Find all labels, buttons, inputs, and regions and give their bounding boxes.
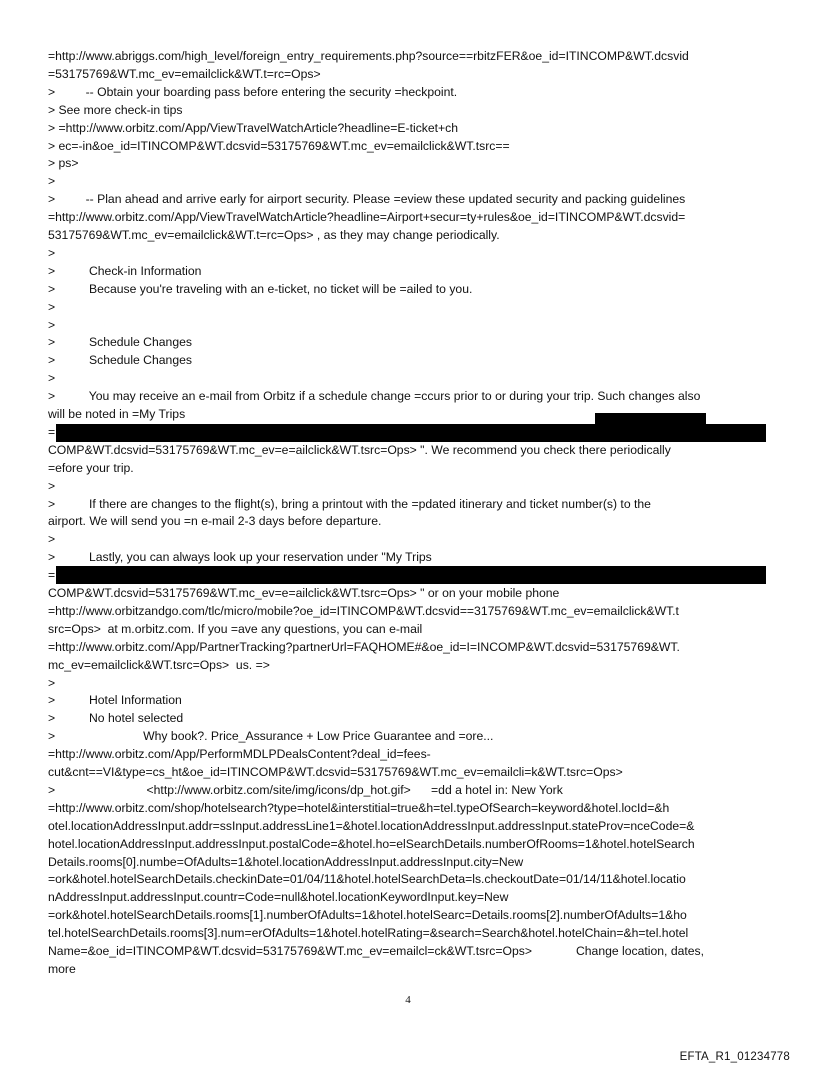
text-line: > [48,478,56,493]
text-line: mc_ev=emailclick&WT.tsrc=Ops> us. => [48,657,270,672]
text-line: > [48,371,56,386]
text-line: > ec=-in&oe_id=ITINCOMP&WT.dcsvid=53175769&WT.mc_ev=emailclick&WT.tsrc== [48,138,510,153]
text-line: =efore your trip. [48,460,134,475]
text-line: > [48,675,56,690]
text-line: =ork&hotel.hotelSearchDetails.rooms[1].numberOfAdults=1&hotel.hotelSearc=Details.rooms[2].numberOfAdults=1&ho [48,908,687,923]
text-line: 53175769&WT.mc_ev=emailclick&WT.t=rc=Ops> , as they may change periodically. [48,228,500,242]
text-line: =http://www.orbitzandgo.com/tlc/micro/mobile?oe_id=ITINCOMP&WT.dcsvid==3175769&WT.mc_ev=emailclick&WT.t [48,603,679,618]
text-line: > Schedule Changes [48,335,192,350]
text-line: =http://www.orbitz.com/App/PerformMDLPDealsContent?deal_id=fees- [48,747,431,762]
text-line: > <http://www.orbitz.com/site/img/icons/dp_hot.gif> =dd a hotel in: New York [48,782,563,797]
text-line: cut&cnt==VI&type=cs_ht&oe_id=ITINCOMP&WT.dcsvid=53175769&WT.mc_ev=emailcli=k&WT.tsrc=Ops> [48,765,623,779]
text-line: Details.rooms[0].numbe=OfAdults=1&hotel.locationAddressInput.addressInput.city=New [48,854,524,869]
text-line: = [48,424,56,439]
text-line: > Lastly, you can always look up your reservation under "My Trips [48,550,432,565]
text-line: =http://www.abriggs.com/high_level/foreign_entry_requirements.php?source==rbitzFER&oe_id=ITINCOMP&WT.dcsvid [48,49,689,63]
text-line: > If there are changes to the flight(s), bring a printout with the =pdated itinerary and ticket number(s) to the [48,496,651,511]
document-id-footer: EFTA_R1_01234778 [679,1051,790,1063]
text-line: src=Ops> at m.orbitz.com. If you =ave any questions, you can e-mail [48,621,423,636]
text-line: > [48,299,56,314]
text-line: > -- Plan ahead and arrive early for airport security. Please =eview these updated security and packing guidelines [48,192,686,207]
text-line: > Hotel Information [48,693,182,708]
redaction-bar [56,424,766,442]
page-number: 4 [405,994,411,1006]
text-line: more [48,961,76,976]
text-line: > [48,317,56,332]
text-line: = [48,568,56,583]
text-line: > Because you're traveling with an e-ticket, no ticket will be =ailed to you. [48,281,473,296]
text-line: =http://www.orbitz.com/shop/hotelsearch?type=hotel&interstitial=true&h=tel.typeOfSearch=keyword&hotel.locId=&h [48,800,670,815]
text-line: > No hotel selected [48,711,184,726]
text-line: > Why book?. Price_Assurance + Low Price Guarantee and =ore... [48,729,494,744]
text-line: COMP&WT.dcsvid=53175769&WT.mc_ev=e=ailclick&WT.tsrc=Ops> ". We recommend you check there periodically [48,442,671,457]
text-line: > See more check-in tips [48,102,183,117]
text-line: > ps> [48,156,79,171]
text-line: > [48,532,56,547]
text-line: > -- Obtain your boarding pass before entering the security =heckpoint. [48,84,458,99]
text-line: nAddressInput.addressInput.countr=Code=null&hotel.locationKeywordInput.key=New [48,890,509,905]
text-line: =ork&hotel.hotelSearchDetails.checkinDate=01/04/11&hotel.hotelSearchDeta=ls.checkoutDate=01/14/11&hotel.locatio [48,872,686,887]
text-line: airport. We will send you =n e-mail 2-3 days before departure. [48,514,382,529]
text-line: > [48,245,56,260]
text-line: Name=&oe_id=ITINCOMP&WT.dcsvid=53175769&WT.mc_ev=emailcl=ck&WT.tsrc=Ops> Change location, dates, [48,944,705,958]
text-line: > Schedule Changes [48,353,192,368]
text-line: =http://www.orbitz.com/App/ViewTravelWatchArticle?headline=Airport+secur=ty+rules&oe_id=ITINCOMP&WT.dcsvid= [48,210,686,225]
text-line: =http://www.orbitz.com/App/PartnerTracking?partnerUrl=FAQHOME#&oe_id=I=INCOMP&WT.dcsvid=53175769&WT. [48,639,680,654]
text-line: =53175769&WT.mc_ev=emailclick&WT.t=rc=Ops> [48,66,321,81]
redaction-bar [56,566,766,584]
text-line: will be noted in =My Trips [48,407,186,421]
text-line: hotel.locationAddressInput.addressInput.postalCode=&hotel.ho=elSearchDetails.numberOfRooms=1&hotel.hotelSearch [48,836,695,851]
text-line: COMP&WT.dcsvid=53175769&WT.mc_ev=e=ailclick&WT.tsrc=Ops> " or on your mobile phone [48,586,560,600]
text-line: tel.hotelSearchDetails.rooms[3].num=erOfAdults=1&hotel.hotelRating=&search=Search&hotel.hotelChain=&h=tel.hotel [48,926,689,941]
text-line: > Check-in Information [48,263,202,278]
text-line: > [48,174,56,189]
text-line: otel.locationAddressInput.addr=ssInput.addressLine1=&hotel.locationAddressInput.addressInput.stateProv=nceCode=& [48,818,695,833]
text-line: > =http://www.orbitz.com/App/ViewTravelWatchArticle?headline=E-ticket+ch [48,120,459,135]
text-line: > You may receive an e-mail from Orbitz if a schedule change =ccurs prior to or during your trip. Such changes also [48,389,701,404]
